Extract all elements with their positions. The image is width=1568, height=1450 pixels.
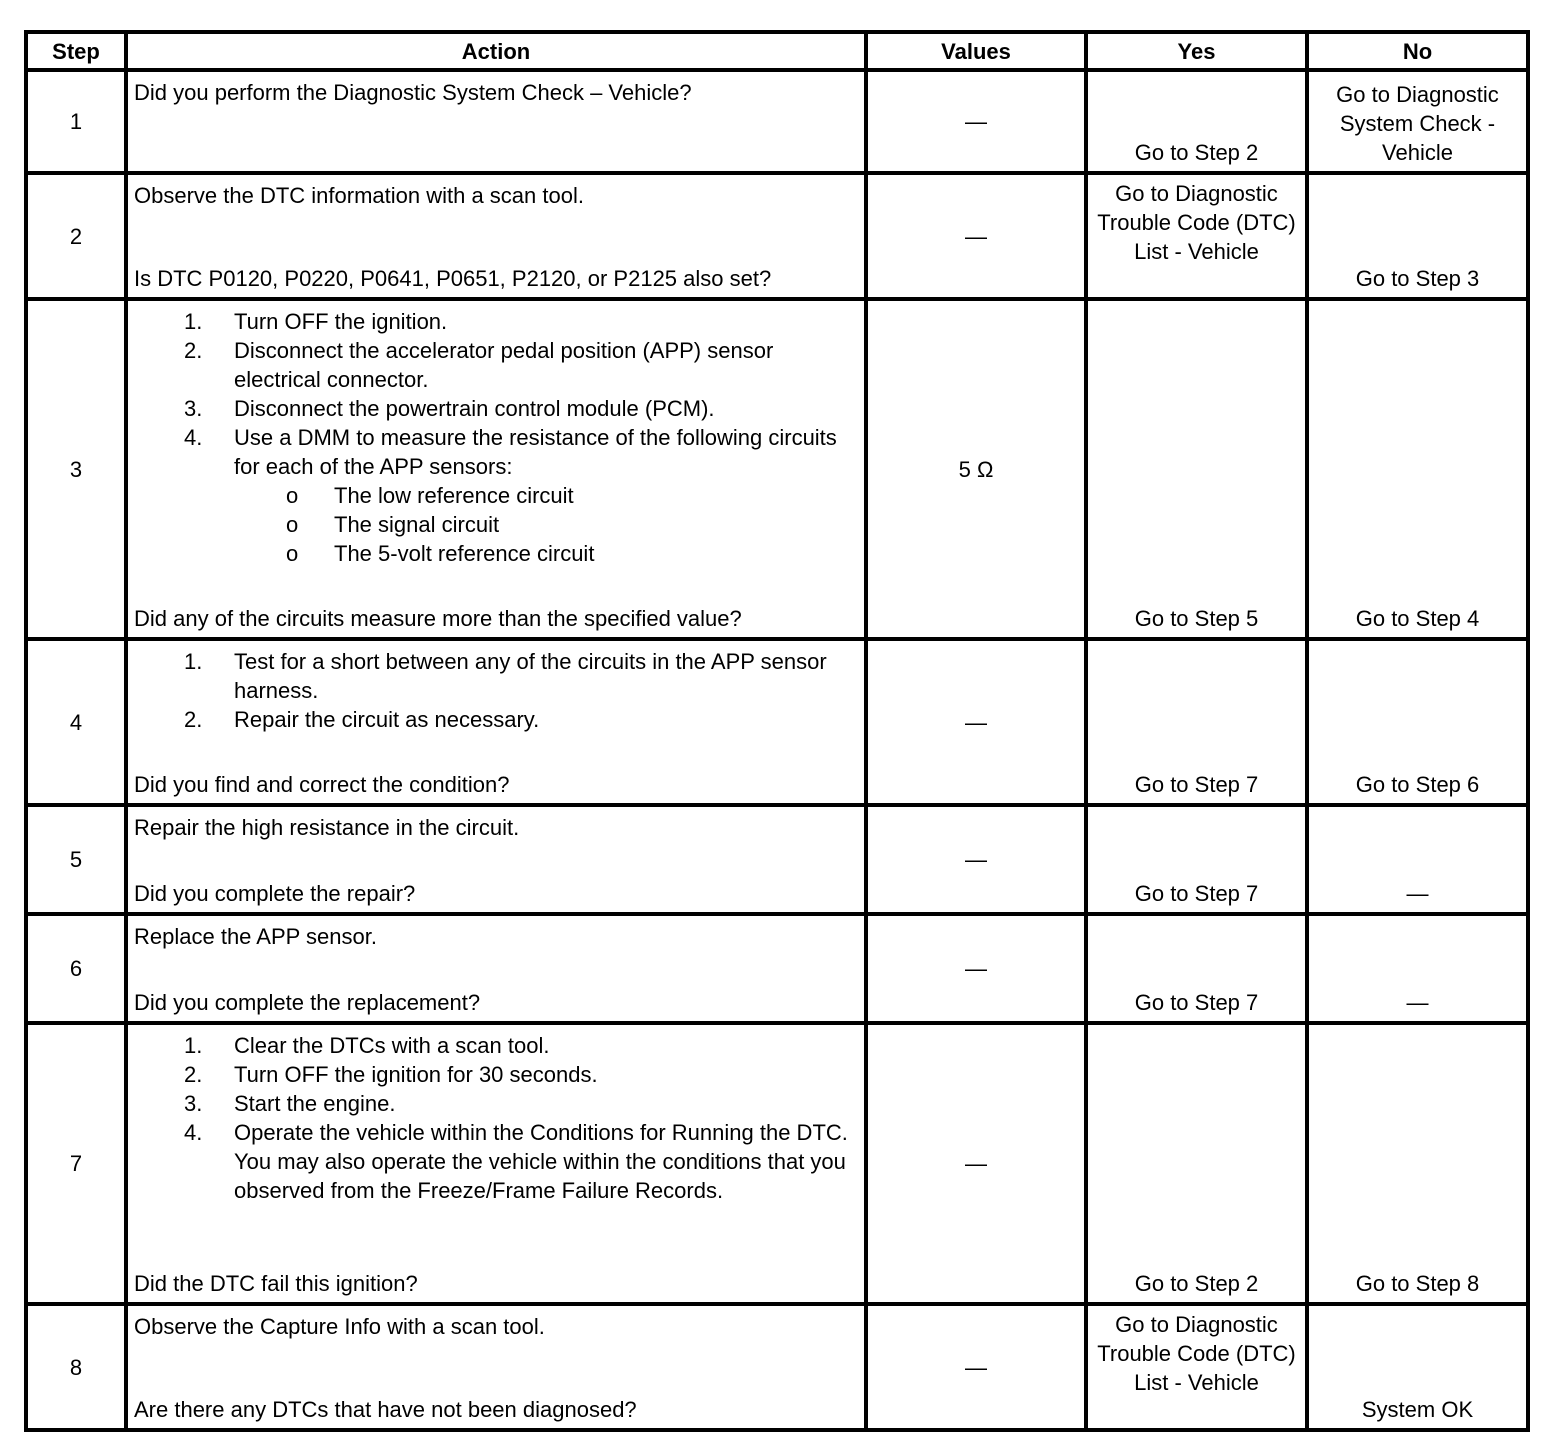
action-question: Did you complete the replacement? (134, 990, 481, 1015)
bullet-icon: o (286, 541, 299, 566)
action-cell (126, 914, 866, 1023)
step-number: 6 (26, 914, 126, 1023)
value-cell: — (866, 805, 1086, 914)
yes-cell: Go to Step 5 (1086, 299, 1307, 639)
action-question: Did you complete the repair? (134, 881, 416, 906)
action-cell (126, 639, 866, 805)
value-cell: — (866, 1304, 1086, 1430)
action-question: Is DTC P0120, P0220, P0641, P0651, P2120, or P2125 also set? (134, 266, 772, 291)
action-cell (126, 1304, 866, 1430)
no-cell: — (1307, 914, 1528, 1023)
list-item: 1. Clear the DTCs with a scan tool. (184, 1033, 550, 1058)
step-number: 1 (26, 70, 126, 173)
action-question: Are there any DTCs that have not been diagnosed? (134, 1397, 637, 1422)
action-question: Did any of the circuits measure more than the specified value? (134, 606, 742, 631)
table-row (26, 299, 1528, 639)
table-row (26, 173, 1528, 299)
bullet-icon: o (286, 512, 299, 537)
circuit-bullet-list (134, 481, 858, 568)
bullet-icon: o (286, 483, 299, 508)
step-number: 8 (26, 1304, 126, 1430)
value-cell: — (866, 914, 1086, 1023)
yes-cell: Go to Diagnostic Trouble Code (DTC) List - Vehicle (1086, 1304, 1307, 1430)
value-cell: — (866, 1023, 1086, 1304)
step-number: 5 (26, 805, 126, 914)
list-item: 2. Turn OFF the ignition for 30 seconds. (184, 1062, 598, 1087)
action-question: Did the DTC fail this ignition? (134, 1271, 418, 1296)
list-item: 3. Disconnect the powertrain control module (PCM). (184, 396, 715, 421)
value-cell: — (866, 173, 1086, 299)
list-item: 1. Test for a short between any of the circuits in the APP sensor harness. (184, 649, 827, 703)
action-question: Did you perform the Diagnostic System Check – Vehicle? (134, 80, 692, 105)
yes-cell: Go to Step 2 (1086, 70, 1307, 173)
yes-cell: Go to Diagnostic Trouble Code (DTC) List - Vehicle (1086, 173, 1307, 299)
header-step: Step (26, 32, 126, 70)
action-question: Did you find and correct the condition? (134, 772, 510, 797)
action-steps-list (134, 1031, 858, 1205)
yes-cell: Go to Step 7 (1086, 805, 1307, 914)
no-cell: System OK (1307, 1304, 1528, 1430)
list-item: 3. Start the engine. (184, 1091, 396, 1116)
list-item: 4. Operate the vehicle within the Conditions for Running the DTC. You may also operate the vehicle within the conditions that you observed from the Freeze/Frame Failure Records. (184, 1120, 848, 1203)
list-item: o The signal circuit (286, 512, 500, 537)
diagnostic-table (24, 30, 1530, 1432)
table-row (26, 914, 1528, 1023)
action-steps-list (134, 307, 858, 481)
action-cell (126, 805, 866, 914)
header-yes: Yes (1086, 32, 1307, 70)
table-row (26, 1023, 1528, 1304)
action-intro: Observe the DTC information with a scan tool. (134, 183, 584, 208)
action-intro: Replace the APP sensor. (134, 924, 377, 949)
action-cell (126, 173, 866, 299)
no-cell: — (1307, 805, 1528, 914)
header-action: Action (126, 32, 866, 70)
table-row (26, 70, 1528, 173)
table-row (26, 639, 1528, 805)
action-steps-list (134, 647, 858, 734)
value-cell: 5 Ω (866, 299, 1086, 639)
list-item: 2. Repair the circuit as necessary. (184, 707, 540, 732)
action-cell (126, 1023, 866, 1304)
table-row (26, 805, 1528, 914)
action-cell (126, 70, 866, 173)
list-item: 4. Use a DMM to measure the resistance of the following circuits for each of the APP sensors: (184, 425, 837, 479)
no-cell: Go to Diagnostic System Check - Vehicle (1307, 70, 1528, 173)
list-item: o The 5-volt reference circuit (286, 541, 595, 566)
action-intro: Observe the Capture Info with a scan tool. (134, 1314, 545, 1339)
list-item: o The low reference circuit (286, 483, 574, 508)
list-item: 1. Turn OFF the ignition. (184, 309, 448, 334)
yes-cell: Go to Step 2 (1086, 1023, 1307, 1304)
header-row (26, 32, 1528, 70)
value-cell: — (866, 639, 1086, 805)
action-cell (126, 299, 866, 639)
no-cell: Go to Step 4 (1307, 299, 1528, 639)
yes-cell: Go to Step 7 (1086, 914, 1307, 1023)
step-number: 3 (26, 299, 126, 639)
no-cell: Go to Step 8 (1307, 1023, 1528, 1304)
no-cell: Go to Step 6 (1307, 639, 1528, 805)
step-number: 2 (26, 173, 126, 299)
list-item: 2. Disconnect the accelerator pedal position (APP) sensor electrical connector. (184, 338, 774, 392)
action-intro: Repair the high resistance in the circuit. (134, 815, 520, 840)
yes-cell: Go to Step 7 (1086, 639, 1307, 805)
step-number: 4 (26, 639, 126, 805)
table-row (26, 1304, 1528, 1430)
no-cell: Go to Step 3 (1307, 173, 1528, 299)
value-cell: — (866, 70, 1086, 173)
header-no: No (1307, 32, 1528, 70)
header-values: Values (866, 32, 1086, 70)
step-number: 7 (26, 1023, 126, 1304)
